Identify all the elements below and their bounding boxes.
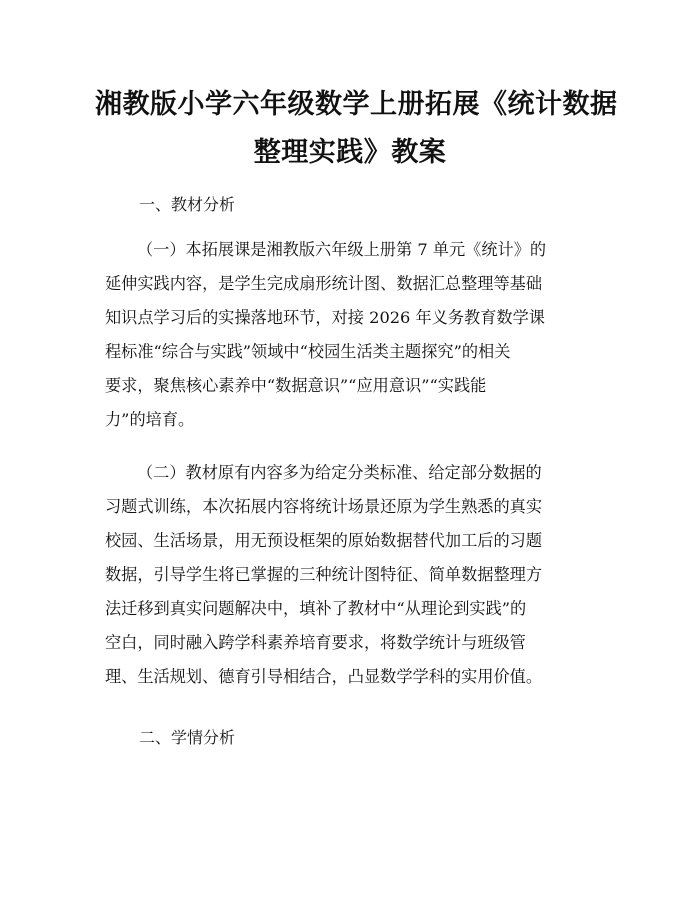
- paragraph-line: 知识点学习后的实操落地环节，对接 2026 年义务教育数学课: [105, 308, 545, 327]
- paragraph-line: 空白，同时融入跨学科素养培育要求，将数学统计与班级管: [105, 633, 526, 652]
- document-title-line-1: 湘教版小学六年级数学上册拓展《统计数据: [95, 89, 618, 120]
- paragraph-line: 程标准“综合与实践”领域中“校园生活类主题探究”的相关: [105, 342, 511, 361]
- document-title-line-2: 整理实践》教案: [253, 137, 447, 168]
- paragraph-line: 法迁移到真实问题解决中，填补了教材中“从理论到实践”的: [105, 599, 527, 618]
- paragraph-line: 理、生活规划、德育引导相结合，凸显数学学科的实用价值。: [105, 667, 543, 686]
- section-heading-learner-analysis: 二、学情分析: [139, 728, 236, 747]
- paragraph-line: （二）教材原有内容多为给定分类标准、给定部分数据的: [137, 463, 542, 482]
- paragraph-line: 要求，聚焦核心素养中“数据意识”“应用意识”“实践能: [105, 376, 487, 395]
- paragraph-line: 习题式训练，本次拓展内容将统计场景还原为学生熟悉的真实: [105, 497, 543, 516]
- paragraph-line: （一）本拓展课是湘教版六年级上册第 7 单元《统计》的: [137, 240, 547, 259]
- paragraph-line: 力”的培育。: [105, 410, 195, 429]
- paragraph-line: 数据，引导学生将已掌握的三种统计图特征、简单数据整理方: [105, 565, 543, 584]
- section-heading-textbook-analysis: 一、教材分析: [139, 195, 236, 214]
- paragraph-textbook-analysis-1: [105, 233, 595, 437]
- paragraph-textbook-analysis-2: [105, 456, 595, 694]
- paragraph-line: 延伸实践内容，是学生完成扇形统计图、数据汇总整理等基础: [105, 274, 543, 293]
- paragraph-line: 校园、生活场景，用无预设框架的原始数据替代加工后的习题: [105, 531, 543, 550]
